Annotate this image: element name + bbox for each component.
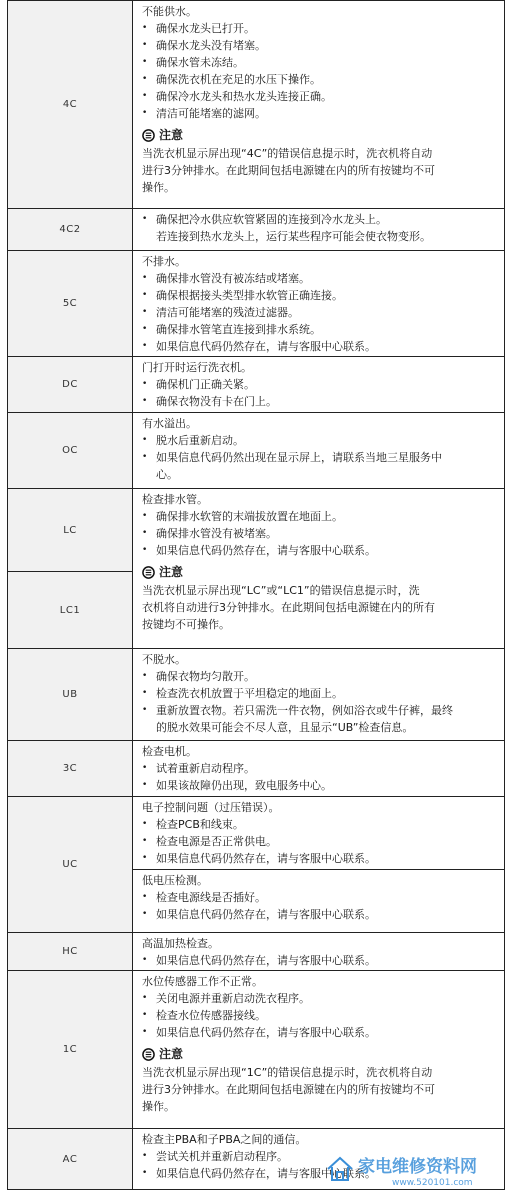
bullet-item: • 试着重新启动程序。 bbox=[142, 760, 496, 777]
error-code-cell: DC bbox=[8, 357, 133, 412]
note-line: 进行3分钟排水。在此期间包括电源键在内的所有按键均不可 bbox=[142, 1083, 435, 1096]
bullet-item: • 检查电源线是否插好。 bbox=[142, 889, 496, 906]
description-line: 不脱水。 bbox=[142, 653, 186, 666]
note-body bbox=[142, 582, 496, 633]
description-line: 低电压检测。 bbox=[142, 874, 208, 887]
bullet-item: • 确保水龙头已打开。 bbox=[142, 20, 496, 37]
note-title: 注意 bbox=[159, 127, 184, 142]
note-line: 当洗衣机显示屏出现“LC”或“LC1”的错误信息提示时，洗 bbox=[142, 584, 420, 597]
bullet-item: • 如果信息代码仍然存在，请与客服中心联系。 bbox=[142, 1024, 496, 1041]
description-line: 水位传感器工作不正常。 bbox=[142, 975, 263, 988]
bullet-item: • 确保衣物没有卡在门上。 bbox=[142, 393, 496, 410]
description-line: 心。 bbox=[156, 468, 178, 481]
error-code-cell: 4C2 bbox=[8, 209, 133, 250]
description-line: 检查电机。 bbox=[142, 745, 197, 758]
bullet-item: • 重新放置衣物。若只需洗一件衣物，例如浴衣或牛仔裤，最终 bbox=[142, 702, 496, 719]
bullet-item: • 如果信息代码仍然存在，请与客服中心联系。 bbox=[142, 1165, 496, 1182]
table-row bbox=[8, 932, 504, 970]
bullet-item: • 如果信息代码仍然存在，请与客服中心联系。 bbox=[142, 542, 496, 559]
note-icon bbox=[142, 566, 155, 579]
description-line: 高温加热检查。 bbox=[142, 937, 219, 950]
description-cell bbox=[133, 357, 504, 412]
description-line: 检查排水管。 bbox=[142, 493, 208, 506]
description-cell bbox=[133, 797, 504, 869]
description-cell bbox=[133, 251, 504, 356]
error-code-cell: 4C bbox=[8, 1, 133, 208]
table-row bbox=[8, 412, 504, 488]
bullet-item: • 如果信息代码仍然存在，请与客服中心联系。 bbox=[142, 338, 496, 355]
bullet-item: • 确保排水软管的末端拔放置在地面上。 bbox=[142, 508, 496, 525]
note-heading bbox=[142, 562, 496, 582]
bullet-item: • 清洁可能堵塞的残渣过滤器。 bbox=[142, 304, 496, 321]
bullet-item: • 确保冷水龙头和热水龙头连接正确。 bbox=[142, 88, 496, 105]
bullet-item: • 确保洗衣机在充足的水压下操作。 bbox=[142, 71, 496, 88]
note-line: 当洗衣机显示屏出现“4C”的错误信息提示时，洗衣机将自动 bbox=[142, 147, 433, 160]
note-heading bbox=[142, 1044, 496, 1064]
table-row bbox=[8, 648, 504, 740]
error-code-cell: AC bbox=[8, 1129, 133, 1189]
table-row bbox=[8, 488, 504, 648]
error-code-cell: 3C bbox=[8, 741, 133, 796]
bullet-item: • 如果该故障仍出现，致电服务中心。 bbox=[142, 777, 496, 794]
watermark-title: 家电维修资料网 bbox=[358, 1157, 477, 1177]
note-body bbox=[142, 1064, 496, 1115]
description-line: 检查主PBA和子PBA之间的通信。 bbox=[142, 1133, 307, 1146]
error-code-cell: OC bbox=[8, 413, 133, 488]
note-title: 注意 bbox=[159, 1046, 184, 1061]
watermark-url: www.520101.com bbox=[392, 1178, 473, 1188]
bullet-item: • 确保根据接头类型排水软管正确连接。 bbox=[142, 287, 496, 304]
description-line: 电子控制问题（过压错误）。 bbox=[142, 801, 280, 814]
error-code-cell: HC bbox=[8, 933, 133, 970]
error-code-cell: UB bbox=[8, 649, 133, 740]
bullet-item: • 确保衣物均匀散开。 bbox=[142, 668, 496, 685]
note-line: 操作。 bbox=[142, 1100, 175, 1113]
bullet-item: • 脱水后重新启动。 bbox=[142, 432, 496, 449]
bullet-item: • 如果信息代码仍然存在，请与客服中心联系。 bbox=[142, 850, 496, 867]
description-line: 不排水。 bbox=[142, 255, 186, 268]
bullet-item: • 检查水位传感器接线。 bbox=[142, 1007, 496, 1024]
table-row bbox=[8, 0, 504, 208]
note-line: 按键均不可操作。 bbox=[142, 618, 230, 631]
description-line: 有水溢出。 bbox=[142, 417, 197, 430]
description-cell bbox=[133, 413, 504, 488]
note-line: 衣机将自动进行3分钟排水。在此期间包括电源键在内的所有 bbox=[142, 601, 435, 614]
bullet-item: • 确保把冷水供应软管紧固的连接到冷水龙头上。 bbox=[142, 211, 496, 228]
bullet-item: • 检查洗衣机放置于平坦稳定的地面上。 bbox=[142, 685, 496, 702]
bullet-item: • 确保机门正确关紧。 bbox=[142, 376, 496, 393]
bullet-item: • 确保水龙头没有堵塞。 bbox=[142, 37, 496, 54]
bullet-item: • 关闭电源并重新启动洗衣程序。 bbox=[142, 990, 496, 1007]
error-code-cell: LC bbox=[8, 489, 133, 571]
table-row bbox=[8, 796, 504, 932]
bullet-item: • 确保水管未冻结。 bbox=[142, 54, 496, 71]
note-heading bbox=[142, 125, 496, 145]
error-code-table bbox=[7, 0, 505, 1190]
description-cell bbox=[133, 649, 504, 740]
bullet-item: • 检查PCB和线束。 bbox=[142, 816, 496, 833]
description-cell bbox=[133, 741, 504, 796]
description-cell bbox=[133, 209, 504, 250]
bullet-item: • 检查电源是否正常供电。 bbox=[142, 833, 496, 850]
description-line: 若连接到热水龙头上，运行某些程序可能会使衣物变形。 bbox=[156, 230, 431, 243]
bullet-item: • 如果信息代码仍然出现在显示屏上，请联系当地三星服务中 bbox=[142, 449, 496, 466]
bullet-item: • 如果信息代码仍然存在，请与客服中心联系。 bbox=[142, 952, 496, 969]
description-line: 门打开时运行洗衣机。 bbox=[142, 361, 252, 374]
bullet-item: • 如果信息代码仍然存在，请与客服中心联系。 bbox=[142, 906, 496, 923]
watermark-logo bbox=[322, 1150, 507, 1188]
error-code-cell: 5C bbox=[8, 251, 133, 356]
description-cell bbox=[133, 1, 504, 208]
note-icon bbox=[142, 1048, 155, 1061]
note-icon bbox=[142, 129, 155, 142]
table-row bbox=[8, 970, 504, 1128]
note-line: 操作。 bbox=[142, 181, 175, 194]
note-title: 注意 bbox=[159, 564, 184, 579]
description-cell bbox=[133, 933, 504, 970]
bullet-item: • 尝试关机并重新启动程序。 bbox=[142, 1148, 496, 1165]
description-cell bbox=[133, 489, 504, 648]
description-line: 不能供水。 bbox=[142, 5, 197, 18]
error-code-cell: LC1 bbox=[8, 571, 133, 648]
table-row bbox=[8, 208, 504, 250]
table-row bbox=[8, 250, 504, 356]
description-line: 的脱水效果可能会不尽人意，且显示“UB”检查信息。 bbox=[156, 721, 414, 734]
note-line: 当洗衣机显示屏出现“1C”的错误信息提示时，洗衣机将自动 bbox=[142, 1066, 433, 1079]
bullet-item: • 确保排水管没有被堵塞。 bbox=[142, 525, 496, 542]
error-code-cell: UC bbox=[8, 797, 133, 932]
note-body bbox=[142, 145, 496, 196]
error-code-cell: 1C bbox=[8, 971, 133, 1128]
bullet-item: • 确保排水管笔直连接到排水系统。 bbox=[142, 321, 496, 338]
table-row bbox=[8, 356, 504, 412]
table-row bbox=[8, 740, 504, 796]
note-line: 进行3分钟排水。在此期间包括电源键在内的所有按键均不可 bbox=[142, 164, 435, 177]
house-logo-icon bbox=[328, 1158, 352, 1180]
description-cell bbox=[133, 869, 504, 932]
bullet-item: • 确保排水管没有被冻结或堵塞。 bbox=[142, 270, 496, 287]
bullet-item: • 清洁可能堵塞的滤网。 bbox=[142, 105, 496, 122]
description-cell bbox=[133, 971, 504, 1128]
